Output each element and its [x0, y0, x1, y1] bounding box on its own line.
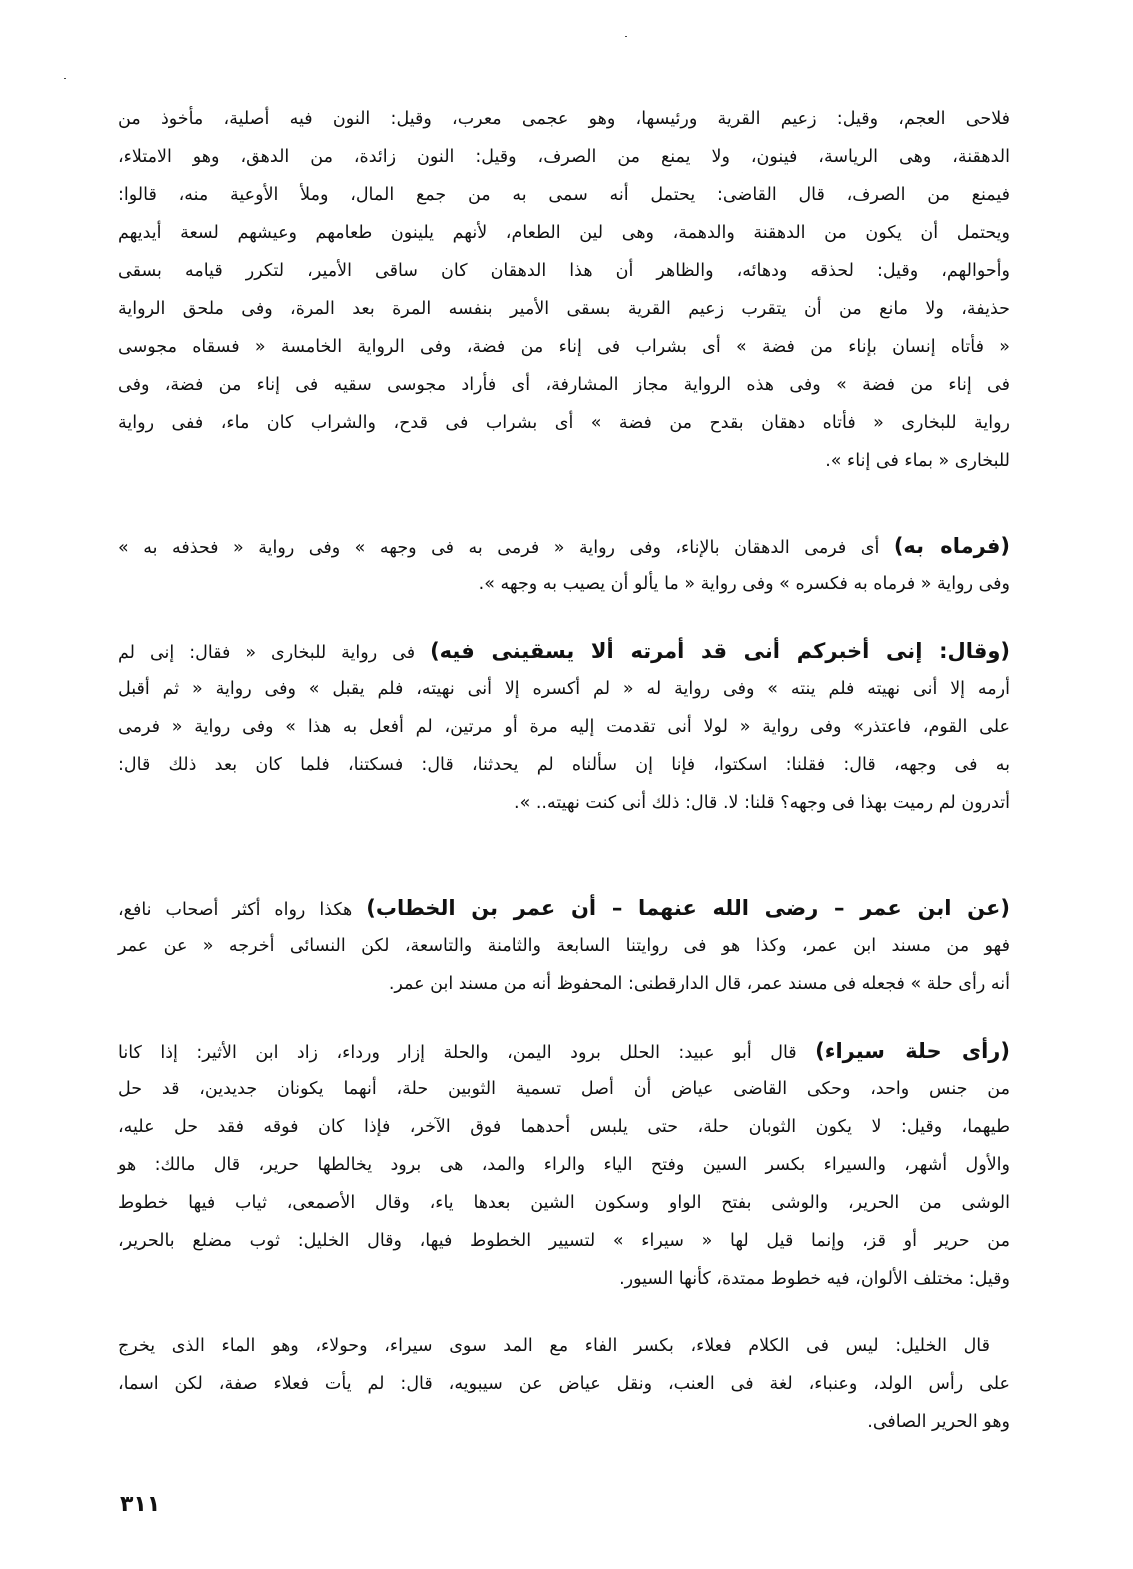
- lemma-heading: (عن ابن عمر – رضى الله عنهما – أن عمر بن الخطاب): [366, 896, 1010, 920]
- text-line: على القوم، فاعتذر» وفى رواية « لولا أنى تقدمت إليه مرة أو مرتين، لم أفعل به هذا » وفى رواية « فرمى: [118, 717, 1010, 737]
- text-line: فلاحى العجم، وقيل: زعيم القرية ورئيسها، وهو عجمى معرب، وقيل: النون فيه أصلية، مأخوذ من: [118, 109, 1010, 129]
- lemma-heading: (فرماه به): [893, 534, 1010, 558]
- text-line: على رأس الولد، وعنباء، لغة فى العنب، ونقل عياض عن سيبويه، قال: لم يأت فعلاء صفة، لكن اسما،: [118, 1374, 1010, 1394]
- paragraph: [118, 632, 1010, 822]
- paragraph: [118, 1327, 1010, 1441]
- text-line: أتدرون لم رميت بهذا فى وجهه؟ قلنا: لا. قال: ذلك أنى كنت نهيته.. ».: [514, 793, 1010, 813]
- paragraph: [118, 527, 1010, 603]
- text-line: فيمنع من الصرف، قال القاضى: يحتمل أنه سمى به من جمع المال، وملأ الأوعية منه، قالوا:: [118, 185, 1010, 205]
- line-text: هكذا رواه أكثر أصحاب نافع،: [118, 900, 367, 920]
- text-line: [118, 632, 1010, 670]
- lemma-heading: (رأى حلة سيراء): [815, 1039, 1010, 1063]
- text-line: الوشى من الحرير، والوشى بفتح الواو وسكون الشين بعدها ياء، وقال الأصمعى، ثياب فيها خطوط: [118, 1193, 1010, 1213]
- text-line: فى إناء من فضة » وفى هذه الرواية مجاز المشارفة، أى فأراد مجوسى سقيه فى إناء من فضة، وفى: [118, 375, 1010, 395]
- text-line: حذيفة، ولا مانع من أن يتقرب زعيم القرية بسقى الأمير بنفسه المرة بعد المرة، وفى ملحق الرواية: [118, 299, 1010, 319]
- line-text: أى فرمى الدهقان بالإناء، وفى رواية « فرمى به فى وجهه » وفى رواية « فحذفه به »: [118, 538, 894, 558]
- text-line: وقيل: مختلف الألوان، فيه خطوط ممتدة، كأنها السيور.: [619, 1269, 1010, 1289]
- text-line: من جنس واحد، وحكى القاضى عياض أن أصل تسمية الثوبين حلة، أنهما يكونان جديدين، قد حل: [118, 1079, 1010, 1099]
- text-line: [118, 1032, 1010, 1070]
- text-line: وأحوالهم، وقيل: لحذقه ودهائه، والظاهر أن هذا الدهقان كان ساقى الأمير، لتكرر قيامه بسقى: [118, 261, 1010, 281]
- page-number: ٣١١: [120, 1492, 161, 1517]
- lemma-heading: (وقال: إنى أخبركم أنى قد أمرته ألا يسقينى فيه): [430, 639, 1011, 663]
- text-line: والأول أشهر، والسيراء بكسر السين وفتح الياء والراء والمد، هى برود يخالطها حرير، قال مالك: هو: [118, 1155, 1010, 1175]
- text-line: أنه رأى حلة » فجعله فى مسند عمر، قال الدارقطنى: المحفوظ أنه من مسند ابن عمر.: [388, 974, 1010, 994]
- line-text: فى رواية للبخارى « فقال: إنى لم: [118, 643, 431, 663]
- text-line: قال الخليل: ليس فى الكلام فعلاء، بكسر الفاء مع المد سوى سيراء، وحولاء، وهو الماء الذى يخرج: [118, 1336, 990, 1356]
- paragraph: [118, 1032, 1010, 1298]
- scan-speck: [64, 78, 66, 79]
- text-line: أرمه إلا أنى نهيته فلم ينته » وفى رواية له « لم أكسره إلا أنى نهيته، فلم يقبل » وفى رواية « ثم أقبل: [118, 679, 1010, 699]
- paragraph: [118, 100, 1010, 480]
- text-line: [118, 527, 1010, 565]
- text-line: به فى وجهه، قال: فقلنا: اسكتوا، فإنا إن سألناه لم يحدثنا، قال: فسكتنا، فلما كان بعد ذلك قال:: [118, 755, 1010, 775]
- line-text: قال أبو عبيد: الحلل برود اليمن، والحلة إزار ورداء، زاد ابن الأثير: إذا كانا: [118, 1043, 816, 1063]
- text-line: ويحتمل أن يكون من الدهقنة والدهمة، وهى لين الطعام، لأنهم يلينون طعامهم وعيشهم لسعة أيديهم: [118, 223, 1010, 243]
- text-line: طيهما، وقيل: لا يكون الثوبان حلة، حتى يلبس أحدهما فوق الآخر، فإذا كان فوقه فقد حل عليه،: [118, 1117, 1010, 1137]
- text-line: الدهقنة، وهى الرياسة، فينون، ولا يمنع من الصرف، وقيل: النون زائدة، من الدهق، وهو الامتلاء،: [118, 147, 1010, 167]
- text-line: وفى رواية « فرماه به فكسره » وفى رواية « ما يألو أن يصيب به وجهه ».: [478, 574, 1010, 594]
- scan-speck: [625, 36, 627, 37]
- text-line: فهو من مسند ابن عمر، وكذا هو فى روايتنا السابعة والثامنة والتاسعة، لكن النسائى أخرجه « عن عمر: [118, 936, 1010, 956]
- text-line: « فأتاه إنسان بإناء من فضة » أى بشراب فى إناء من فضة، وفى الرواية الخامسة « فسقاه مجوسى: [118, 337, 1010, 357]
- paragraph: [118, 889, 1010, 1003]
- text-line: للبخارى « بماء فى إناء ».: [825, 451, 1010, 471]
- text-line: وهو الحرير الصافى.: [867, 1412, 1010, 1432]
- text-line: من حرير أو قز، وإنما قيل لها « سيراء » لتسيير الخطوط فيها، وقال الخليل: ثوب مضلع بالحرير،: [118, 1231, 1010, 1251]
- text-line: رواية للبخارى « فأتاه دهقان بقدح من فضة » أى بشراب فى قدح، والشراب كان ماء، ففى رواية: [118, 413, 1010, 433]
- text-line: [118, 889, 1010, 927]
